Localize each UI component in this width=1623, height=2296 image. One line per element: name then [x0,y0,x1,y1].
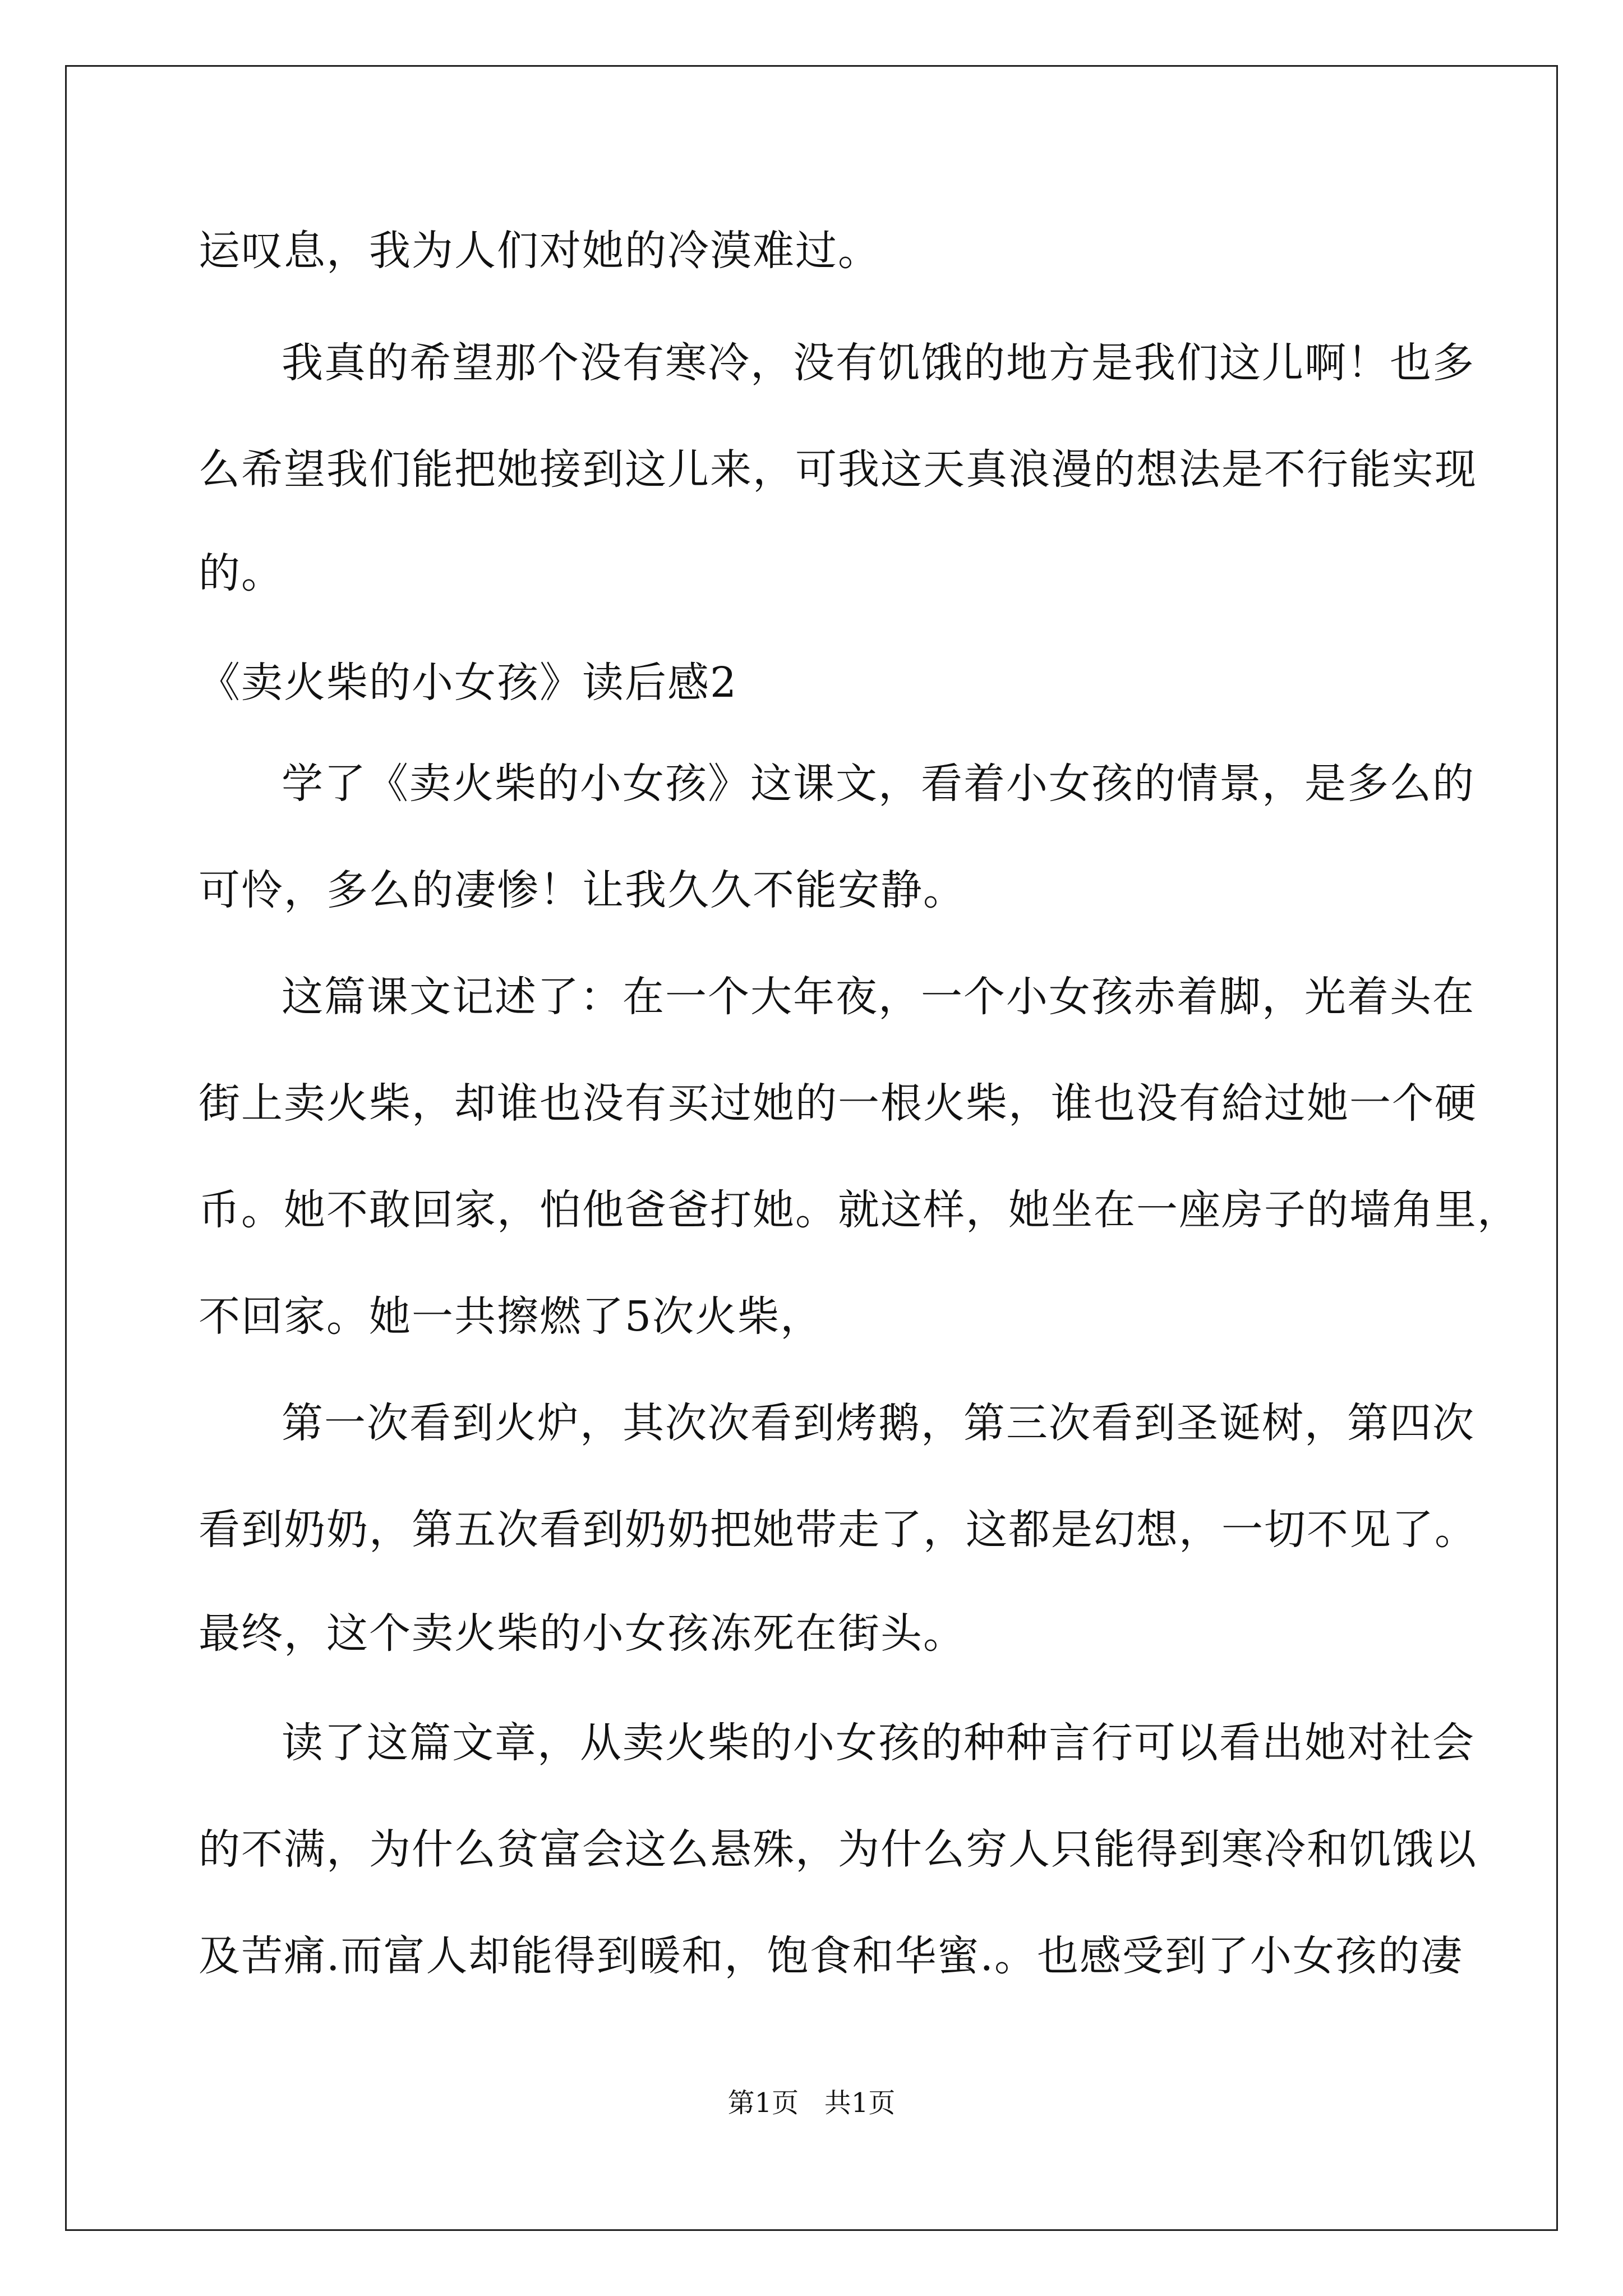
paragraph-start: 第一次看到火炉，其次次看到烤鹅，第三次看到圣诞树，第四次 [282,1399,1475,1447]
paragraph-start: 这篇课文记述了：在一个大年夜，一个小女孩赤着脚，光着头在 [282,973,1475,1021]
text-line: 街上卖火柴，却谁也没有买过她的一根火柴，谁也没有給过她一个硬 [199,1079,1477,1128]
page-border [65,65,1558,2231]
text-line: 最终，这个卖火柴的小女孩冻死在街头。 [199,1609,966,1658]
text-line: 的。 [199,549,284,597]
text-line: 看到奶奶，第五次看到奶奶把她带走了，这都是幻想，一切不见了。 [199,1506,1477,1554]
section-heading: 《卖火柴的小女孩》读后感2 [199,659,738,707]
text-line: 么希望我们能把她接到这儿来，可我这天真浪漫的想法是不行能实现 [199,445,1477,494]
paragraph-start: 读了这篇文章，从卖火柴的小女孩的种种言行可以看出她对社会 [282,1719,1475,1767]
page-number-footer: 第1页 共1页 [727,2087,896,2119]
text-line: 运叹息，我为人们对她的冷漠难过。 [199,227,880,275]
text-line: 币。她不敢回家，怕他爸爸打她。就这样，她坐在一座房子的墙角里， [199,1186,1520,1234]
text-line: 不回家。她一共擦燃了5次火柴， [199,1292,823,1341]
text-line: 及苦痛.而富人却能得到暖和，饱食和华蜜.。也感受到了小女孩的凄 [199,1932,1464,1980]
paragraph-start: 学了《卖火柴的小女孩》这课文，看着小女孩的情景，是多么的 [282,760,1475,808]
text-line: 的不满，为什么贫富会这么悬殊，为什么穷人只能得到寒冷和饥饿以 [199,1825,1477,1874]
text-line: 可怜，多么的凄惨！让我久久不能安静。 [199,866,966,914]
paragraph-start: 我真的希望那个没有寒冷，没有饥饿的地方是我们这儿啊！也多 [282,339,1475,387]
